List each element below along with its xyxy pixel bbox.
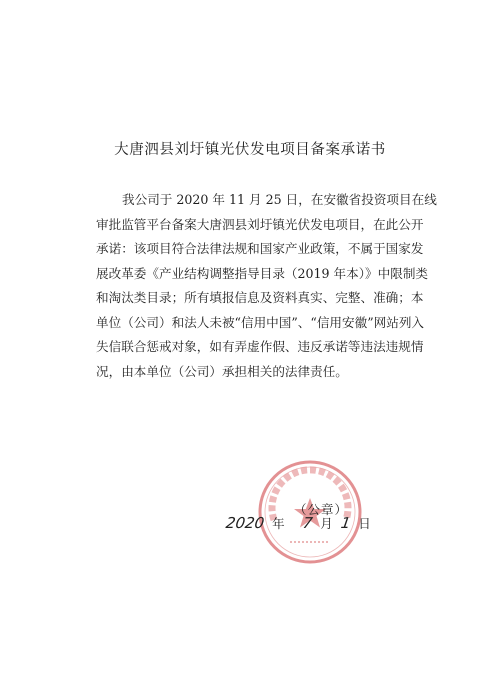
handwritten-year: 2020	[224, 514, 266, 532]
commitment-body	[96, 188, 437, 384]
day-char: 日	[358, 516, 371, 531]
seal-label: （公章）	[294, 502, 349, 517]
document-title: 大唐泗县刘圩镇光伏发电项目备案承诺书	[114, 142, 386, 158]
body-line: 况，由本单位（公司）承担相关的法律责任。	[96, 363, 348, 379]
handwritten-month: 7	[301, 514, 314, 532]
body-line: 我公司于 2020 年 11 月 25 日，在安徽省投资项目在线	[122, 192, 437, 207]
year-char: 年	[272, 516, 285, 531]
body-line: 失信联合惩戒对象，如有弄虚作假、违反承诺等违法违规情	[96, 339, 424, 354]
body-line: 和淘汰类目录；所有填报信息及资料真实、完整、准确；本	[96, 290, 424, 305]
body-line: 承诺：该项目符合法律法规和国家产业政策，不属于国家发	[96, 241, 424, 256]
body-line: 审批监管平台备案大唐泗县刘圩镇光伏发电项目，在此公开	[96, 216, 424, 232]
body-line: 展改革委《产业结构调整指导目录（2019 年本）》中限制类	[96, 265, 429, 281]
handwritten-day: 1	[339, 514, 352, 532]
month-char: 月	[320, 516, 333, 531]
body-line: 单位（公司）和法人未被“信用中国”、“信用安徽”网站列入	[96, 314, 425, 330]
signature-date	[226, 514, 371, 538]
